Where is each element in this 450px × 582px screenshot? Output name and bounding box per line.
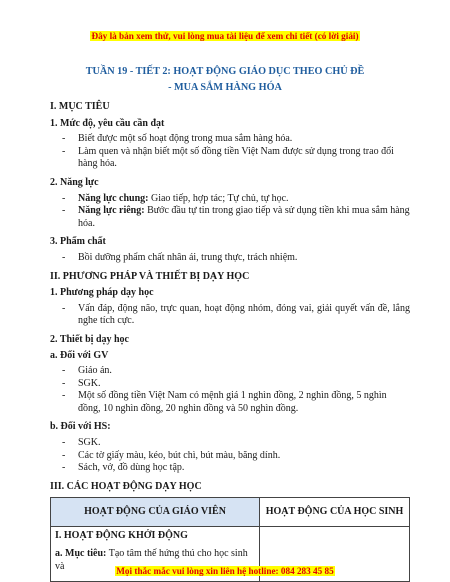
list-item: [50, 205, 410, 230]
competency-heading: 2. Năng lực: [50, 176, 99, 188]
methods-heading: 1. Phương pháp dạy học: [50, 287, 154, 299]
equipment-heading: 2. Thiết bị dạy học: [50, 333, 129, 345]
list-item-label: Năng lực chung:: [78, 192, 149, 204]
requirements-list: [50, 133, 410, 171]
student-equipment-heading: b. Đối với HS:: [50, 421, 111, 433]
list-item: - Làm quen và nhận biết một số đồng tiền Việt Nam được sử dụng trong trao đổi hàng hóa.: [50, 146, 410, 171]
list-item: - Biết được một số hoạt động trong mua sắm hàng hóa.: [50, 133, 410, 146]
teacher-equipment-heading: a. Đối với GV: [50, 349, 109, 361]
list-item: - Sách, vở, đồ dùng học tập.: [50, 462, 410, 475]
methods-list: [50, 303, 410, 328]
list-item: - Vấn đáp, động não, trực quan, hoạt động nhóm, đóng vai, giải quyết vấn đề, lắng nghe tích cực.: [50, 303, 410, 328]
table-header-row: [51, 498, 410, 527]
preview-banner: [0, 31, 450, 41]
student-equipment-list: [50, 437, 410, 475]
list-item: - Giáo án.: [50, 365, 410, 378]
teacher-equipment-list: [50, 365, 410, 415]
list-item: - Các tờ giấy màu, kéo, bút chì, bút màu, băng dính.: [50, 450, 410, 463]
list-item-text: Giao tiếp, hợp tác; Tự chủ, tự học.: [148, 192, 289, 204]
list-item-text: Bước đầu tự tin trong giao tiếp và sử dụng tiền khi mua sắm hàng hóa.: [78, 205, 410, 229]
lesson-subtitle: - MUA SẮM HÀNG HÓA: [168, 82, 282, 93]
section-objectives-heading: I. MỤC TIÊU: [50, 101, 110, 112]
list-item: - Một số đồng tiền Việt Nam có mệnh giá 1 nghìn đồng, 2 nghìn đồng, 5 nghìn đồng, 10 nghìn đồng, 20 nghìn đồng và 50 nghìn đồng.: [50, 390, 410, 415]
list-item: - SGK.: [50, 437, 410, 450]
student-activity-column-header: HOẠT ĐỘNG CỦA HỌC SINH: [260, 498, 410, 527]
activity-objective-label: a. Mục tiêu:: [55, 548, 107, 560]
activity-heading: [55, 530, 255, 543]
hotline-banner-text: Mọi thắc mắc vui lòng xin liên hệ hotline: 084 283 45 85: [116, 566, 334, 576]
activity-heading-text: I. HOẠT ĐỘNG KHỞI ĐỘNG: [55, 530, 188, 542]
objectives-requirements-heading: 1. Mức độ, yêu cầu cần đạt: [50, 117, 165, 129]
teacher-activity-column-header: HOẠT ĐỘNG CỦA GIÁO VIÊN: [51, 498, 260, 527]
document-body: [50, 96, 410, 582]
list-item: [50, 193, 410, 206]
qualities-heading: 3. Phẩm chất: [50, 236, 106, 248]
activity-objective-text: Tạo tâm thế hứng thú cho học sinh và: [55, 548, 248, 572]
list-item: - SGK.: [50, 378, 410, 391]
preview-banner-text: Đây là bản xem thử, vui lòng mua tài liệu để xem chi tiết (có lời giải): [91, 31, 359, 41]
list-item-label: Năng lực riêng:: [78, 205, 145, 217]
lesson-title: TUẦN 19 - TIẾT 2: HOẠT ĐỘNG GIÁO DỤC THEO CHỦ ĐỀ: [85, 66, 365, 77]
qualities-list: [50, 252, 410, 265]
competency-list: [50, 193, 410, 231]
hotline-banner: [0, 566, 450, 576]
section-activities-heading: III. CÁC HOẠT ĐỘNG DẠY HỌC: [50, 480, 202, 492]
list-item: - Bồi dưỡng phẩm chất nhân ái, trung thực, trách nhiệm.: [50, 252, 410, 265]
section-methods-heading: II. PHƯƠNG PHÁP VÀ THIẾT BỊ DẠY HỌC: [50, 270, 250, 282]
